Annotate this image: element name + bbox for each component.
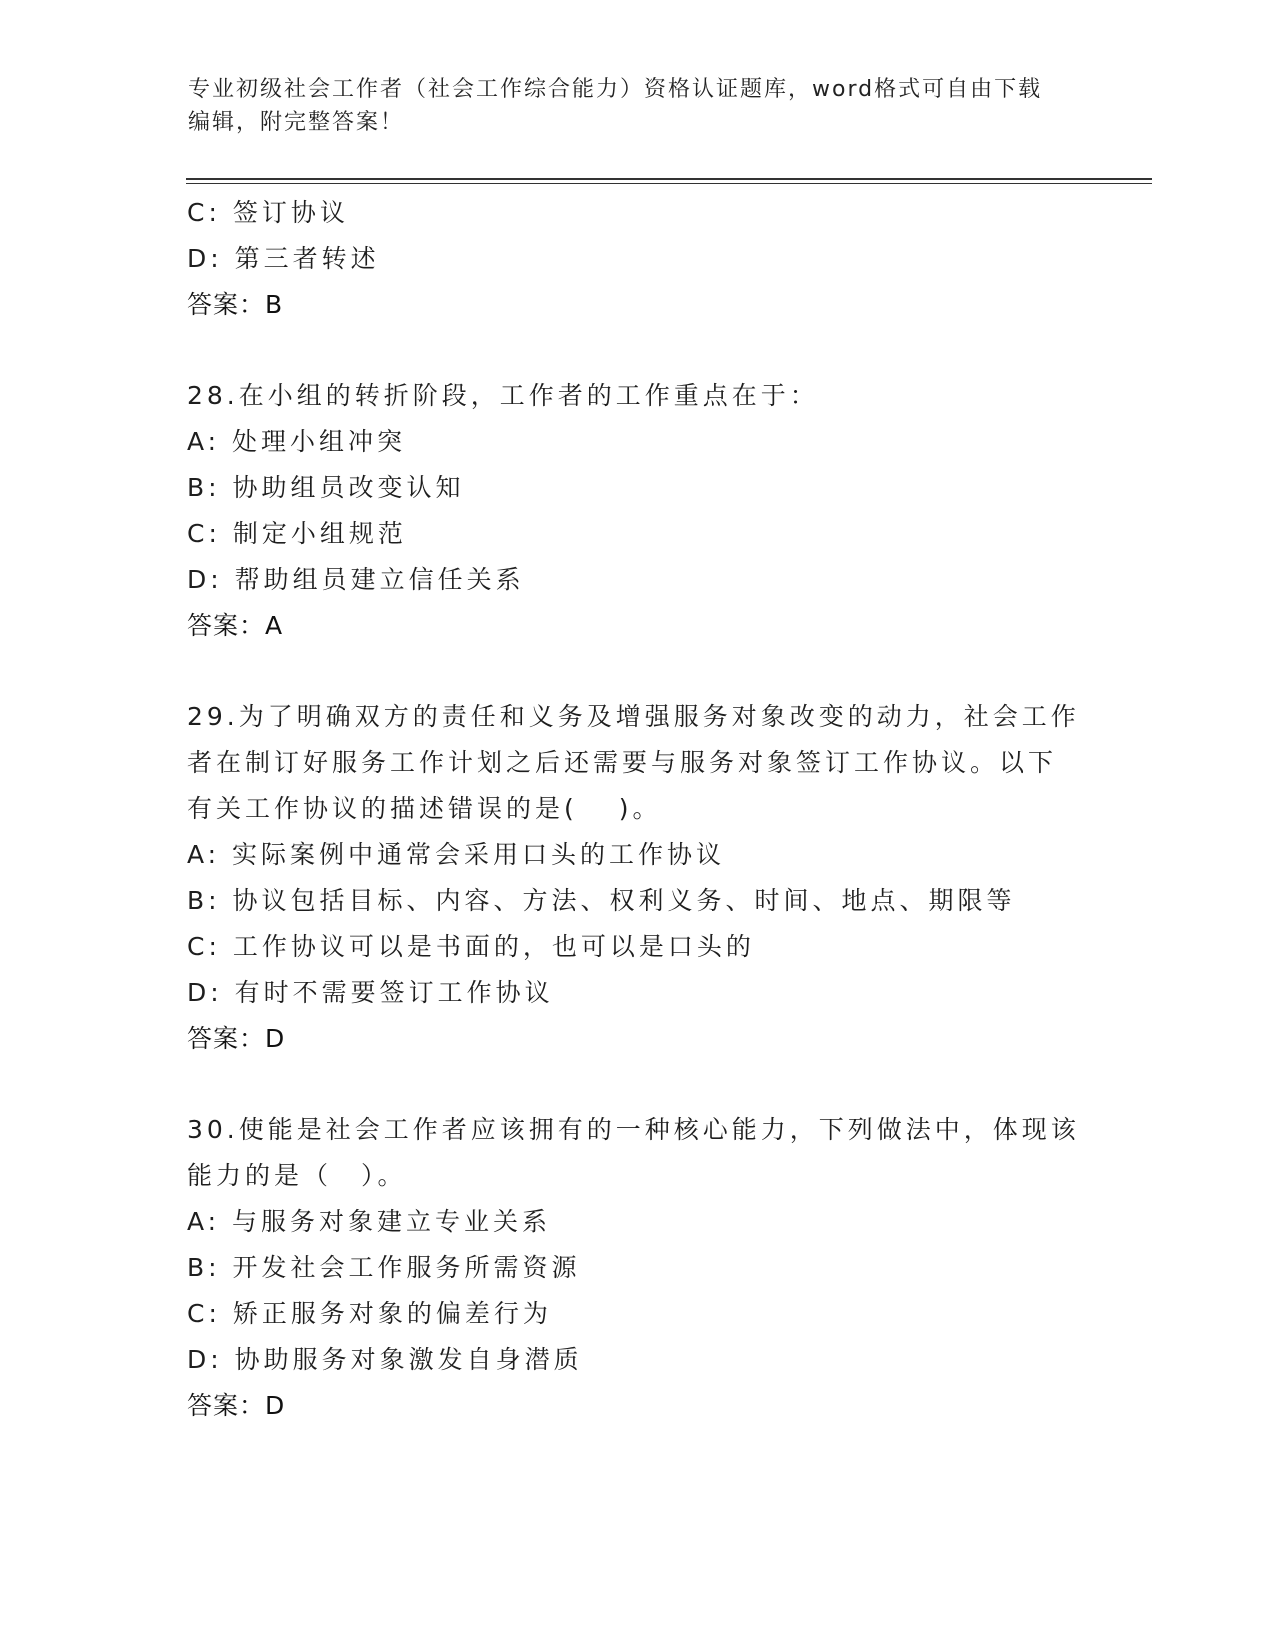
- answer-line: 答案：D: [187, 1024, 286, 1053]
- question-29: [187, 694, 1087, 1062]
- question-27-continued: [187, 190, 1087, 328]
- option-label: A:: [187, 1207, 221, 1236]
- option-a: [187, 1199, 1087, 1245]
- answer-line: 答案：D: [187, 1391, 286, 1420]
- question-text-line-2: 能力的是（ ）。: [187, 1161, 407, 1190]
- option-label: A:: [187, 427, 221, 456]
- option-text: 制定小组规范: [232, 519, 407, 548]
- question-text-line-1: 30.使能是社会工作者应该拥有的一种核心能力，下列做法中，体现该: [187, 1115, 1080, 1144]
- header-line-2: 编辑，附完整答案！: [188, 110, 405, 135]
- option-label: B:: [187, 1253, 221, 1282]
- option-label: C:: [187, 198, 221, 227]
- option-text: 第三者转述: [234, 244, 380, 273]
- option-label: D:: [187, 565, 223, 594]
- option-d: [187, 1337, 1087, 1383]
- option-text: 开发社会工作服务所需资源: [232, 1253, 581, 1282]
- question-text-line-1: 29.为了明确双方的责任和义务及增强服务对象改变的动力，社会工作: [187, 702, 1080, 731]
- question-text: 28.在小组的转折阶段，工作者的工作重点在于：: [187, 381, 819, 410]
- header-line-1: 专业初级社会工作者（社会工作综合能力）资格认证题库，word格式可自由下载: [188, 77, 1043, 102]
- question-text-line-3: 有关工作协议的描述错误的是( )。: [187, 794, 662, 823]
- question-28: [187, 373, 1087, 649]
- option-text: 有时不需要签订工作协议: [234, 978, 554, 1007]
- option-label: C:: [187, 1299, 221, 1328]
- option-label: B:: [187, 886, 221, 915]
- option-text: 实际案例中通常会采用口头的工作协议: [232, 840, 726, 869]
- document-header: [188, 73, 1068, 139]
- spacer: [187, 1062, 1087, 1107]
- option-b: [187, 1245, 1087, 1291]
- option-text: 工作协议可以是书面的，也可以是口头的: [232, 932, 755, 961]
- question-list: [187, 190, 1087, 1429]
- option-text: 协助组员改变认知: [232, 473, 465, 502]
- option-label: D:: [187, 244, 223, 273]
- option-text: 签订协议: [232, 198, 349, 227]
- option-b: [187, 878, 1087, 924]
- option-b: [187, 465, 1087, 511]
- option-text: 处理小组冲突: [232, 427, 407, 456]
- header-rule-thick: [186, 178, 1152, 180]
- option-c: [187, 511, 1087, 557]
- option-label: D:: [187, 978, 223, 1007]
- spacer: [187, 649, 1087, 694]
- option-d: [187, 236, 1087, 282]
- question-30: [187, 1107, 1087, 1429]
- option-label: A:: [187, 840, 221, 869]
- answer-line: 答案：A: [187, 611, 284, 640]
- option-c: [187, 924, 1087, 970]
- option-d: [187, 970, 1087, 1016]
- option-text: 矫正服务对象的偏差行为: [232, 1299, 552, 1328]
- option-label: C:: [187, 519, 221, 548]
- option-c: [187, 1291, 1087, 1337]
- spacer: [187, 328, 1087, 373]
- option-text: 协助服务对象激发自身潜质: [234, 1345, 583, 1374]
- option-label: C:: [187, 932, 221, 961]
- option-text: 协议包括目标、内容、方法、权利义务、时间、地点、期限等: [232, 886, 1016, 915]
- option-c: [187, 190, 1087, 236]
- option-text: 帮助组员建立信任关系: [234, 565, 525, 594]
- answer-line: 答案：B: [187, 290, 284, 319]
- option-label: D:: [187, 1345, 223, 1374]
- header-rule-thin: [186, 183, 1152, 184]
- option-text: 与服务对象建立专业关系: [232, 1207, 552, 1236]
- option-label: B:: [187, 473, 221, 502]
- option-d: [187, 557, 1087, 603]
- question-text-line-2: 者在制订好服务工作计划之后还需要与服务对象签订工作协议。以下: [187, 748, 1058, 777]
- option-a: [187, 832, 1087, 878]
- option-a: [187, 419, 1087, 465]
